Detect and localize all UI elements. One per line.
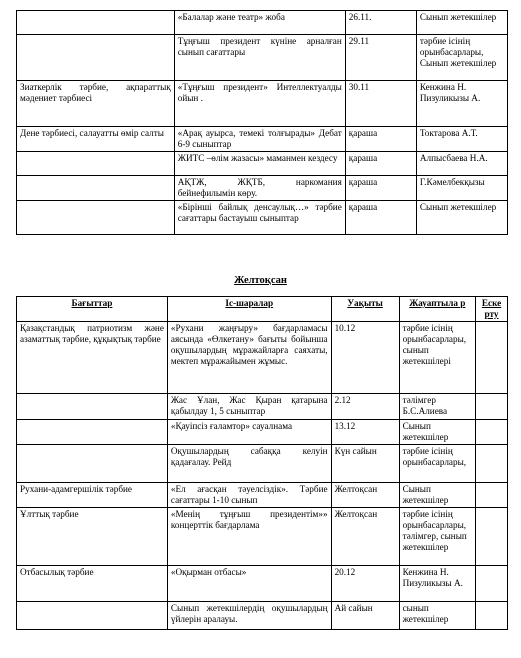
- cell-area: [17, 445, 168, 483]
- cell-resp: тәрбие ісінің орынбасарлары, тәлімгер, сынып жетекшілер: [399, 508, 476, 566]
- cell-date: 10.12: [331, 322, 399, 394]
- cell-date: Ай сайын: [331, 602, 399, 630]
- cell-area: [17, 11, 175, 35]
- cell-event: Жас Ұлан, Жас Қыран қатарына қабылдау 1, 5 сыныптар: [167, 394, 331, 420]
- table-row: [17, 322, 508, 394]
- cell-event: «Арақ ауырса, темекі толғырады» Дебат 6-9 сыныптар: [174, 127, 345, 152]
- month-heading: Желтоқсан: [234, 275, 287, 286]
- cell-date: 20.12: [331, 566, 399, 602]
- cell-note: [476, 322, 508, 394]
- cell-note: [476, 602, 508, 630]
- cell-resp: Сынып жетекшілер: [399, 483, 476, 508]
- cell-resp: тәрбие ісінің орынбасарлары,: [399, 445, 476, 483]
- cell-note: [476, 483, 508, 508]
- cell-event: «Тұңғыш президент» Интеллектуалды ойын .: [174, 81, 345, 127]
- table-row: [17, 566, 508, 602]
- col-header-note: Еске рту: [476, 297, 508, 322]
- cell-resp: Токтарова А.Т.: [416, 127, 507, 152]
- cell-date: қараша: [345, 127, 416, 152]
- cell-area: Зиаткерлік тәрбие, ақпараттық мәдениет тәрбиесі: [17, 81, 175, 127]
- cell-date: 29.11: [345, 35, 416, 81]
- cell-date: 2.12: [331, 394, 399, 420]
- cell-note: [476, 420, 508, 445]
- cell-area: [17, 394, 168, 420]
- cell-date: 26.11.: [345, 11, 416, 35]
- cell-resp: тәрбие ісінің орынбасарлары, сынып жетекшілері: [399, 322, 476, 394]
- cell-event: «Балалар және театр» жоба: [174, 11, 345, 35]
- cell-event: «Қауіпсіз ғаламтор» сауалнама: [167, 420, 331, 445]
- cell-resp: Г.Кәмелбекқызы: [416, 176, 507, 201]
- cell-date: қараша: [345, 152, 416, 176]
- table-row: [17, 127, 508, 152]
- cell-event: Сынып жетекшілердің оқушылардың үйлерін аралауы.: [167, 602, 331, 630]
- cell-event: ЖИТС –өлім жазасы» маманмен кездесу: [174, 152, 345, 176]
- table-row: [17, 508, 508, 566]
- table-row: [17, 394, 508, 420]
- cell-date: қараша: [345, 201, 416, 235]
- cell-date: қараша: [345, 176, 416, 201]
- cell-note: [476, 566, 508, 602]
- cell-note: [476, 445, 508, 483]
- cell-area: [17, 176, 175, 201]
- cell-event: «Ел ағасқан тәуелсіздік». Тәрбие сағаттары 1-10 сынып: [167, 483, 331, 508]
- col-header-resp: Жауаптыла р: [399, 297, 476, 322]
- table-row: [17, 81, 508, 127]
- col-header-area: Бағыттар: [17, 297, 168, 322]
- cell-area: [17, 152, 175, 176]
- cell-area: [17, 602, 168, 630]
- cell-resp: Сынып жетекшілер: [416, 201, 507, 235]
- table-row: [17, 445, 508, 483]
- november-plan-table: [16, 10, 508, 235]
- cell-note: [476, 394, 508, 420]
- cell-event: АҚТЖ, ЖҚТБ, наркомания бейнефилымін көру.: [174, 176, 345, 201]
- cell-note: [476, 508, 508, 566]
- cell-date: 30.11: [345, 81, 416, 127]
- cell-event: «Оқырман отбасы»: [167, 566, 331, 602]
- table-row: [17, 152, 508, 176]
- cell-resp: Кенжина Н. Пизуликызы А.: [399, 566, 476, 602]
- cell-area: Қазақстандық патриотизм және азаматтық тәрбие, құқықтық тәрбие: [17, 322, 168, 394]
- cell-area: [17, 201, 175, 235]
- cell-area: Рухани-адамгершілік тәрбие: [17, 483, 168, 508]
- cell-resp: Алпысбаева Н.А.: [416, 152, 507, 176]
- table-row: [17, 483, 508, 508]
- cell-event: «Біріншi байлық денсаулық…» тәрбие сағаттары бастауыш сыныптар: [174, 201, 345, 235]
- cell-event: Тұңғыш президент күніне арналған сынып сағаттары: [174, 35, 345, 81]
- cell-event: «Менің тұңғыш президентім»» концерттік бағдарлама: [167, 508, 331, 566]
- table-row: [17, 602, 508, 630]
- cell-event: Оқушылардың сабаққа келуін қадағалау. Рейд: [167, 445, 331, 483]
- cell-area: [17, 35, 175, 81]
- cell-event: «Рухани жаңғыру» бағдарламасы аясында «Өлкетану» бағыты бойынша оқушылардың мұражайларға саяхаты, мектеп мұражайымен жұмыс.: [167, 322, 331, 394]
- cell-date: 13.12: [331, 420, 399, 445]
- cell-resp: тәрбие ісінің орынбасарлары, Сынып жетекшілер: [416, 35, 507, 81]
- col-header-date: Уақыты: [331, 297, 399, 322]
- table-row: [17, 11, 508, 35]
- cell-date: Желтоқсан: [331, 483, 399, 508]
- cell-resp: Сынып жетекшілер: [416, 11, 507, 35]
- cell-date: Желтоқсан: [331, 508, 399, 566]
- cell-date: Күн сайын: [331, 445, 399, 483]
- table-row: [17, 420, 508, 445]
- table-row: [17, 176, 508, 201]
- cell-area: Дене тәрбиесі, салауатты өмір салты: [17, 127, 175, 152]
- table-header-row: [17, 297, 508, 322]
- cell-area: Отбасылық тәрбие: [17, 566, 168, 602]
- december-plan-table: [16, 296, 508, 630]
- table-row: [17, 35, 508, 81]
- cell-resp: Сынып жетекшілер: [399, 420, 476, 445]
- cell-resp: тәлімгер Б.С.Алиева: [399, 394, 476, 420]
- cell-resp: сынып жетекшілер: [399, 602, 476, 630]
- cell-area: Ұлттық тәрбие: [17, 508, 168, 566]
- cell-area: [17, 420, 168, 445]
- col-header-event: Іс-шаралар: [167, 297, 331, 322]
- table-row: [17, 201, 508, 235]
- cell-resp: Кенжина Н. Пизуликызы А.: [416, 81, 507, 127]
